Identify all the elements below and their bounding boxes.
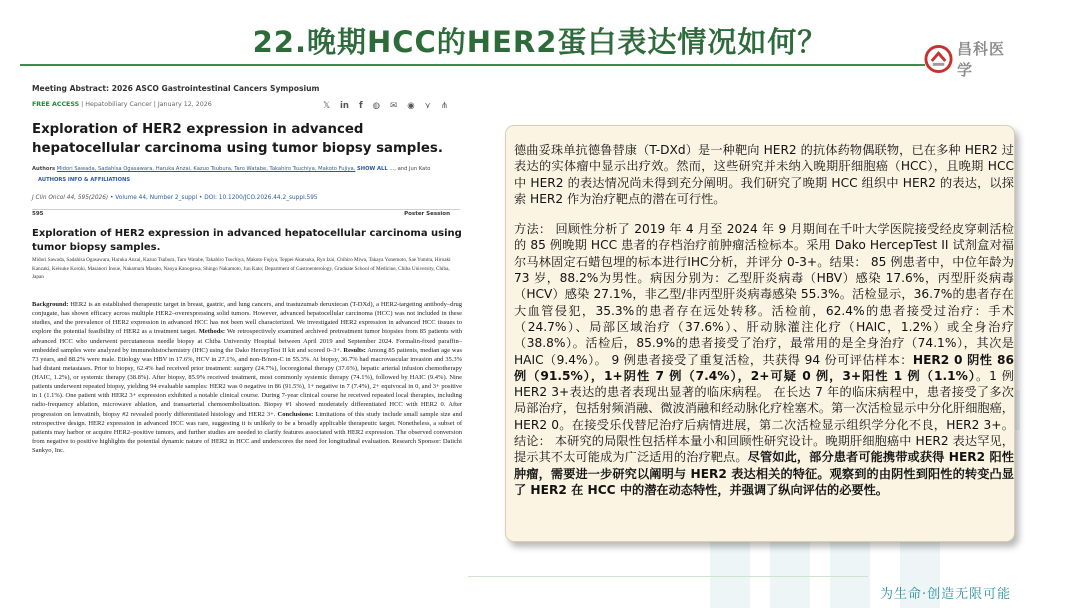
conclusions-label: Conclusions: — [277, 410, 314, 418]
methods-label: Methods: — [198, 328, 226, 336]
company-logo — [924, 40, 1019, 79]
authors-line — [32, 164, 462, 186]
author-info-link[interactable]: AUTHORS INFO & AFFILIATIONS — [38, 177, 131, 183]
background-text: HER2 is an established therapeutic target in breast, gastric, and lung cancers, and trastuzumab deruxtecan (T-DXd), a HER2-targeting antibody–drug conjugate, has shown efficacy across multiple HER2–overexpressing solid tumors. However, advanced hepatocellular carcinoma (HCC) was not included in these studies, and the prevalence of HER2 expression in advanced HCC has not been well characterized. We investigated HER2 expression in advanced HCC tissues to explore the potential feasibility of HER2 as a treatment target. — [32, 301, 462, 336]
abstract-number: 595 — [32, 211, 44, 217]
wechat-icon[interactable]: ◍ — [372, 101, 381, 111]
slide-title: 22.晚期HCC的HER2蛋白表达情况如何？ — [252, 25, 828, 59]
article-meta: FREE ACCESS | Hepatobiliary Cancer | January 12, 2026 𝕏 in f ◍ ✉ ◉ ⋎ ⋔ — [32, 101, 448, 111]
facebook-icon[interactable]: f — [358, 101, 363, 111]
summary-methods-results: 方法： 回顾性分析了 2019 年 4 月至 2024 年 9 月期间在千叶大学医院接受经皮穿刺活检的 85 例晚期 HCC 患者的存档治疗前肿瘤活检标本。采用 Dako HercepTest II 试剂盒对福尔马林固定石蜡包埋的标本进行IHC分析，并评分 0-3+。结果： 85 例患者中，中位年龄为 73 岁，88.2%为男性。病因分别为：乙型肝炎病毒（HBV）感染 17.6%，丙型肝炎病毒（HCV）感染 27.1%，非乙型/非丙型肝炎病毒感染 55.3%。活检显示，36.7%的患者存在大血管侵犯，35.3%的患者存在远处转移。活检前，62.4%的患者接受过治疗：手术（24.7%）、局部区域治疗（37.6%）、肝动脉灌注化疗（HAIC，1.2%）或全身治疗（38.8%）。活检后，85.9%的患者接受了治疗，最常用的是全身治疗（74.1%），其次是 HAIC（9.4%）。 9 例患者接受了重复活检，共获得 94 份可评估样本： — [514, 222, 1014, 367]
share-icon[interactable]: ⋔ — [440, 101, 448, 111]
share-toolbar — [323, 101, 448, 111]
abstract-title: Exploration of HER2 expression in advanced hepatocellular carcinoma using tumor biopsy samples. — [32, 228, 462, 253]
article-title: Exploration of HER2 expression in advanced hepatocellular carcinoma using tumor biopsy samples. — [32, 122, 443, 156]
logo-mark-icon — [924, 44, 953, 74]
authors-label: Authors — [32, 166, 56, 172]
summary-her2-counts: HER2 0 阴性 86 例（91.5%），1+阴性 7 例（7.4%），2+可疑 0 例，3+阳性 1 例（1.1%） — [514, 352, 1014, 383]
email-icon[interactable]: ✉ — [390, 101, 398, 111]
abstract-body — [32, 300, 462, 455]
summary-box — [505, 125, 1015, 542]
summary-details — [514, 221, 1014, 498]
summary-key-conclusion: 尽管如此，部分患者可能携带或获得 HER2 阳性肿瘤，需要进一步研究以阐明与 HER2 表达相关的特征。观察到的由阴性到阳性的转变凸显了 HER2 在 HCC 中的潜在动态特性，并强调了纵向评估的必要性。 — [514, 450, 1014, 497]
citation-line: J Clin Oncol 44, 595(2026) • Volume 44, Number 2_suppl • DOI: 10.1200/JCO.2026.44.2_suppl.595 — [32, 195, 318, 201]
abstract-authors: Midori Sawada, Sadahisa Ogasawara, Haruka Anzai, Kazuo Tsubura, Taro Watabe, Takahiro Tsuchiya, Makoto Fujiya, Teppei Akatsuka, Ryo Izai, Chihiro Miwa, Takaya Yonemoto, Sae Yumita, Hiroaki Kanzaki, Keisuke Koroki, Masanori Inoue, Nakamura Masato, Naoya Kanogawa, Shingo Nakamoto, Jun Kato; Department of Gastroenterology, Graduate School of Medicine, Chiba University, Chiba, Japan — [32, 257, 451, 281]
background-label: Background: — [32, 301, 69, 308]
methods-text: We retrospectively examined archived pretreatment tumor biopsies from 85 patients with advanced HCC who underwent percutaneous needle biopsy at Chiba University Hospital between April 2019 and September 2024. Formalin-fixed paraffin–embedded samples were analyzed by immunohistochemistry (IHC) using the Dako HercepTest II kit and scored 0–3+. — [32, 328, 463, 354]
bluesky-icon[interactable]: ⋎ — [424, 101, 431, 111]
article-section[interactable]: Hepatobiliary Cancer — [85, 101, 152, 108]
citation-divider — [32, 209, 460, 210]
meeting-header: Meeting Abstract: 2026 ASCO Gastrointestinal Cancers Symposium — [32, 84, 320, 93]
authors-tail: ..., and Jun Kato — [389, 166, 431, 172]
article-date: January 12, 2026 — [157, 101, 212, 108]
linkedin-icon[interactable]: in — [340, 101, 349, 111]
author-links[interactable]: Midori Sawada, Sadahisa Ogasawara, Haruka Anzai, Kazuo Tsubura, Taro Watabe, Takahiro Tsuchiya, Makoto Fujiya, — [56, 166, 356, 172]
logo-text: 昌科医学 — [957, 40, 1006, 79]
reddit-icon[interactable]: ◉ — [407, 101, 415, 111]
volume-link[interactable]: Volume 44, Number 2_suppl — [115, 195, 198, 201]
title-divider — [20, 64, 925, 66]
poster-session-label: Poster Session — [404, 211, 450, 217]
summary-case-conclusion: 。1 例 HER2 3+表达的患者表现出显著的临床病程。 在长达 7 年的临床病程中，患者接受了多次局部治疗，包括射频消融、微波消融和经动脉化疗栓塞术。第一次活检显示中分化肝细胞癌，HER2 0。在接受乐伐替尼治疗后病情进展，第二次活检显示组织学分化不良，HER2 3+。 结论： 本研究的局限性包括样本量小和回顾性研究设计。晚期肝细胞癌中 HER2 表达罕见，提示其不太可能成为广泛适用的治疗靶点。 — [514, 368, 1014, 465]
show-all-link[interactable]: SHOW ALL — [357, 166, 388, 172]
footer-divider — [468, 576, 868, 577]
summary-intro: 德曲妥珠单抗德鲁替康（T-DXd）是一种靶向 HER2 的抗体药物偶联物，已在多种 HER2 过表达的实体瘤中显示出疗效。然而，这些研究并未纳入晚期肝细胞癌（HCC），且晚期 HCC 中 HER2 的表达情况尚未得到充分阐明。我们研究了晚期 HCC 组织中 HER2 的表达，以探索 HER2 作为治疗靶点的潜在可行性。 — [514, 143, 1014, 206]
conclusions-text: Limitations of this study include small sample size and retrospective design. HER2 expression in advanced HCC was rare, suggesting it is unlikely to be a broadly applicable therapeutic target. Nonetheless, a subset of patients may harbor or acquire HER2–positive tumors, and further studies are needed to clarify features associated with HER2 expression. The observed conversion from negative to positive highlights the potential dynamic nature of HER2 in HCC and underscores the need for longitudinal evaluation. Research Sponsor: Daiichi Sankyo, Inc. — [32, 410, 463, 454]
article-clip — [20, 70, 468, 585]
x-icon[interactable]: 𝕏 — [323, 101, 330, 111]
footer-slogan: 为生命·创造无限可能 — [880, 587, 1012, 602]
doi-link[interactable]: DOI: 10.1200/JCO.2026.44.2_suppl.595 — [204, 195, 318, 201]
results-label: Results: — [343, 346, 366, 354]
results-text: Among 85 patients, median age was 73 years, and 88.2% were male. Etiology was HBV in 17.6%, HCV in 27.1%, and non-B/non-C in 55.3%. At biopsy, 36.7% had macrovascular invasion and 35.3% had distant metastases. Prior to biopsy, 62.4% had received prior treatment: surgery (24.7%), locoregional therapy (37.6%), hepatic arterial infusion chemotherapy (HAIC, 1.2%), or systemic therapy (38.8%). After biopsy, 85.9% received treatment, most commonly systemic therapy (74.1%), followed by HAIC (9.4%). Nine patients underwent repeated biopsy, yielding 94 evaluable samples: HER2 was 0 negative in 86 (91.5%), 1+ negative in 7 (7.4%), 2+ equivocal in 0, and 3+ positive in 1 (1.1%). One patient with HER2 3+ expression exhibited a notable clinical course. During 7-year clinical course he received repeated local therapies, including radio-frequency ablation, microwave ablation, and transarterial chemoembolization. Biopsy #1 showed moderately differentiated HCC with HER2 0. After progression on lenvatinib, biopsy #2 revealed poorly differentiated histology and HER2 3+. — [32, 346, 462, 418]
free-access-badge: FREE ACCESS — [32, 101, 80, 108]
citation-prefix: J Clin Oncol 44, 595(2026) • — [32, 195, 114, 201]
summary-text — [514, 142, 1014, 512]
